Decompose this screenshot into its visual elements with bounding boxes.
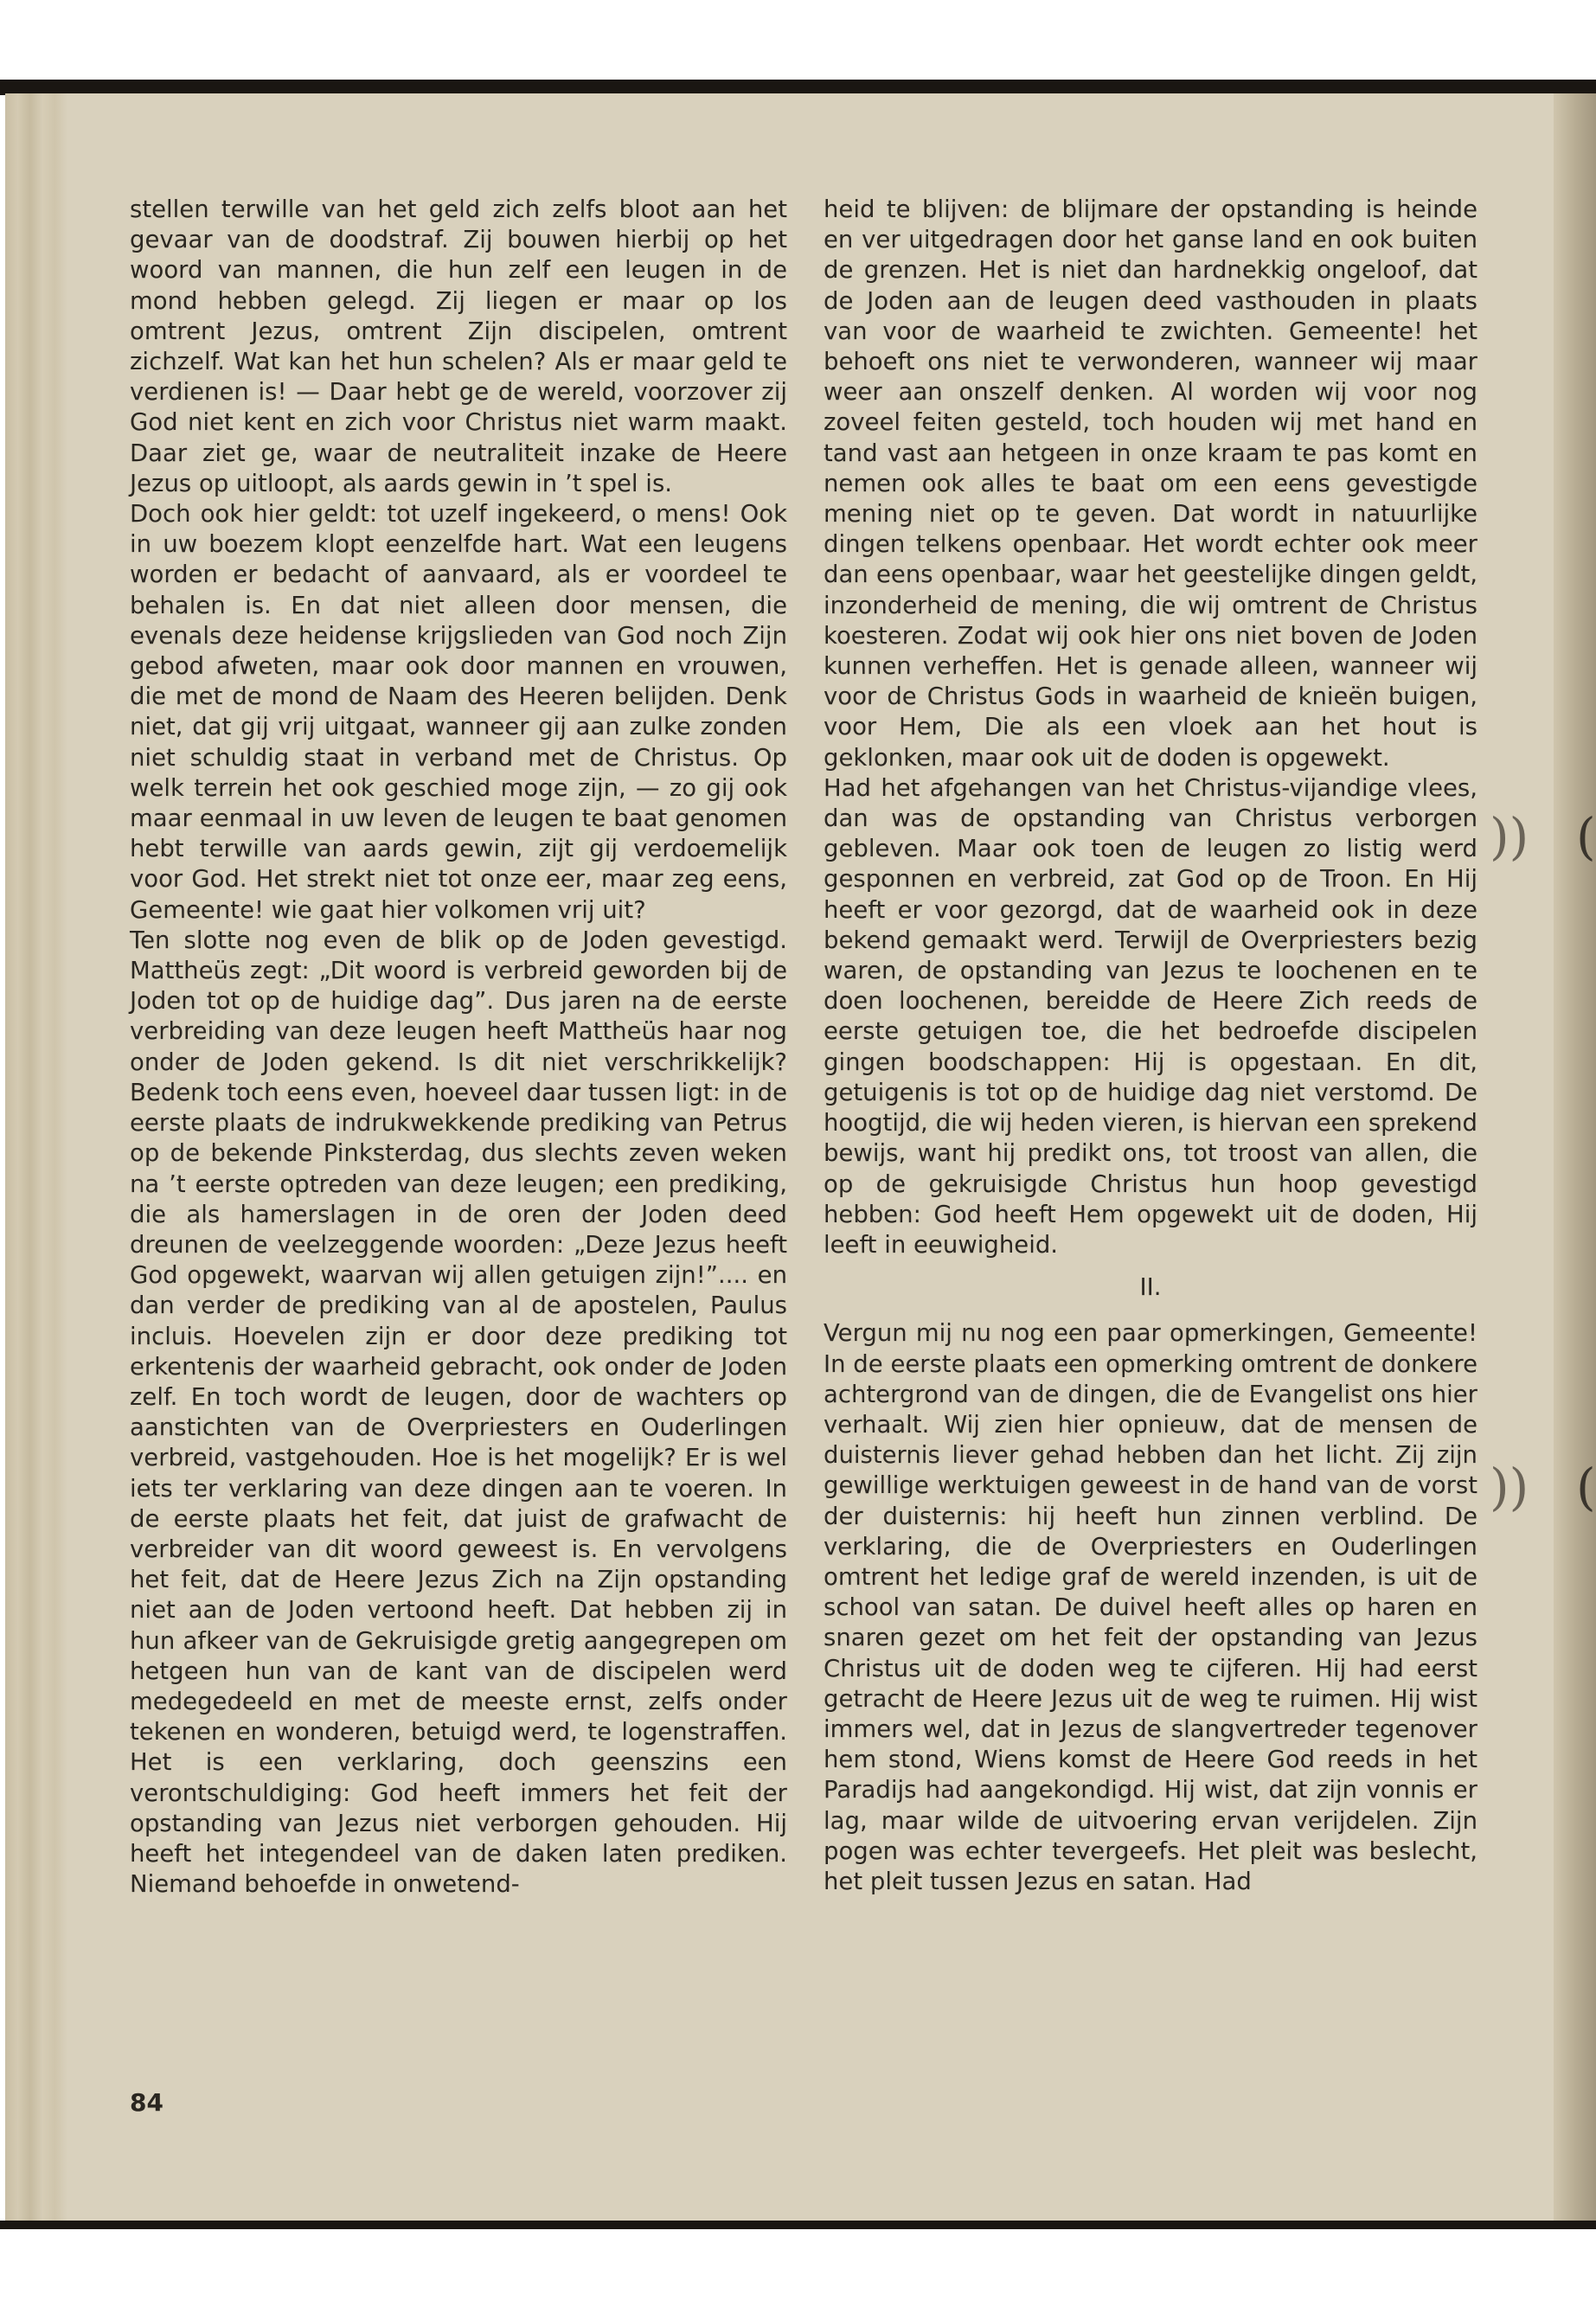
right-text-column bbox=[824, 195, 1477, 1897]
left-text-column bbox=[130, 195, 787, 1900]
page-right-edge bbox=[1554, 93, 1596, 2223]
binding-clasp-icon: )) bbox=[1490, 1458, 1529, 1516]
paragraph: Had het afgehangen van het Christus-vijandige vlees, dan was de opstanding van Christus verborgen gebleven. Maar ook toen de leugen zo listig werd gesponnen en verbreid, zat God op de Troon. En Hij heeft er voor gezorgd, dat de waarheid ook in deze bekend gemaakt werd. Terwijl de Overpriesters bezig waren, de opstanding van Jezus te loochenen en te doen loochenen, bereidde de Heere Zich reeds de eerste getuigen toe, die het bedroefde discipelen gingen boodschappen: Hij is opgestaan. En dit, getuigenis is tot op de huidige dag niet verstomd. De hoogtijd, die wij heden vieren, is hiervan een sprekend bewijs, want hij predikt ons, tot troost van allen, die op de gekruisigde Christus hun hoop gevestigd hebben: God heeft Hem opgewekt uit de doden, Hij leeft in eeuwigheid. bbox=[824, 773, 1477, 1259]
scan-bottom-border bbox=[0, 2221, 1596, 2229]
paragraph: stellen terwille van het geld zich zelfs bloot aan het gevaar van de doodstraf. Zij bouwen hierbij op het woord van mannen, die hun zelf een leugen in de mond hebben gelegd. Zij liegen er maar op los omtrent Jezus, omtrent Zijn discipelen, omtrent zichzelf. Wat kan het hun schelen? Als er maar geld te verdienen is! — Daar hebt ge de wereld, voorzover zij God niet kent en zich voor Christus niet warm maakt. Daar ziet ge, waar de neutraliteit inzake de Heere Jezus op uitloopt, als aards gewin in ’t spel is. bbox=[130, 195, 787, 497]
binding-clasp-icon: )) bbox=[1490, 807, 1529, 866]
page-left-edge bbox=[5, 93, 67, 2223]
paragraph: Vergun mij nu nog een paar opmerkingen, Gemeente! In de eerste plaats een opmerking omtrent de donkere achtergrond van de dingen, die de Evangelist ons hier verhaalt. Wij zien hier opnieuw, dat de mensen de duisternis liever gehad hebben dan het licht. Zij zijn gewillige werktuigen geweest in de hand van de vorst der duisternis: hij heeft hun zinnen verblind. De verklaring, die de Overpriesters en Ouderlingen omtrent het ledige graf de wereld inzenden, is uit de school van satan. De duivel heeft alles op haren en snaren gezet om het feit der opstanding van Jezus Christus uit de doden weg te cijferen. Hij had eerst getracht de Heere Jezus uit de weg te ruimen. Hij wist immers wel, dat in Jezus de slangvertreder tegenover hem stond, Wiens komst de Heere God reeds in het Paradijs had aangekondigd. Hij wist, dat zijn vonnis er lag, maar wilde de uitvoering ervan verijdelen. Zijn pogen was echter tevergeefs. Het pleit was beslecht, het pleit tussen Jezus en satan. Had bbox=[824, 1319, 1477, 1895]
paragraph: Ten slotte nog even de blik op de Joden gevestigd. Mattheüs zegt: „Dit woord is verbreid geworden bij de Joden tot op de huidige dag”. Dus jaren na de eerste verbreiding van deze leugen heeft Mattheüs haar nog onder de Joden gekend. Is dit niet verschrikkelijk? Bedenk toch eens even, hoeveel daar tussen ligt: in de eerste plaats de indrukwekkende prediking van Petrus op de bekende Pinksterdag, dus slechts zeven weken na ’t eerste optreden van deze leugen; een prediking, die als hamerslagen in de oren der Joden deed dreunen de veelzeggende woorden: „Deze Jezus heeft God opgewekt, waarvan wij allen getuigen zijn!”.... en dan verder de prediking van al de apostelen, Paulus incluis. Hoevelen zijn er door deze prediking tot erkentenis der waarheid gebracht, ook onder de Joden zelf. En toch wordt de leugen, door de wachters op aanstichten van de Overpriesters en Ouderlingen verbreid, vastgehouden. Hoe is het mogelijk? Er is wel iets ter verklaring van deze dingen aan te voeren. In de eerste plaats het feit, dat juist de grafwacht de verbreider van dit woord geweest is. En vervolgens het feit, dat de Heere Jezus Zich na Zijn opstanding niet aan de Joden vertoond heeft. Dat hebben zij in hun afkeer van de Gekruisigde gretig aangegrepen om hetgeen hun van de kant van de discipelen werd medegedeeld en met de meeste ernst, zelfs onder tekenen en wonderen, betuigd werd, te logenstraffen. Het is een verklaring, doch geenszins een verontschuldiging: God heeft immers het feit der opstanding van Jezus niet verborgen gehouden. Hij heeft het integendeel van de daken laten prediken. Niemand behoefde in onwetend- bbox=[130, 926, 787, 1899]
paragraph: Doch ook hier geldt: tot uzelf ingekeerd, o mens! Ook in uw boezem klopt eenzelfde hart. Wat een leugens worden er bedacht of aanvaard, als er voordeel te behalen is. En dat niet alleen door mensen, die evenals deze heidense krijgslieden van God noch Zijn gebod afweten, maar ook door mannen en vrouwen, die met de mond de Naam des Heeren belijden. Denk niet, dat gij vrij uitgaat, wanneer gij aan zulke zonden niet schuldig staat in verband met de Christus. Op welk terrein het ook geschied moge zijn, — zo gij ook maar eenmaal in uw leven de leugen te baat genomen hebt terwille van aards gewin, zijt gij verdoemelijk voor God. Het strekt niet tot onze eer, maar zeg eens, Gemeente! wie gaat hier volkomen vrij uit? bbox=[130, 500, 787, 924]
binding-hinge-icon: ( bbox=[1576, 1458, 1596, 1516]
paragraph: heid te blijven: de blijmare der opstanding is heinde en ver uitgedragen door het ganse land en ook buiten de grenzen. Het is niet dan hardnekkig ongeloof, dat de Joden aan de leugen deed vasthouden in plaats van voor de waarheid te zwichten. Gemeente! het behoeft ons niet te verwonderen, wanneer wij maar weer aan onszelf denken. Al worden wij voor nog zoveel feiten gesteld, toch houden wij met hand en tand vast aan hetgeen in onze kraam te pas komt en nemen ook alles te baat om een eens gevestigde mening niet op te geven. Dat wordt in natuurlijke dingen telkens openbaar. Het wordt echter ook meer dan eens openbaar, waar het geestelijke dingen geldt, inzonderheid de mening, die wij omtrent de Christus koesteren. Zodat wij ook hier ons niet boven de Joden kunnen verheffen. Het is genade alleen, wanneer wij voor de Christus Gods in waarheid de knieën buigen, voor Hem, Die als een vloek aan het hout is geklonken, maar ook uit de doden is opgewekt. bbox=[824, 195, 1477, 772]
binding-hinge-icon: ( bbox=[1576, 807, 1596, 866]
section-heading: II. bbox=[1139, 1273, 1162, 1302]
page-number: 84 bbox=[130, 2088, 163, 2117]
